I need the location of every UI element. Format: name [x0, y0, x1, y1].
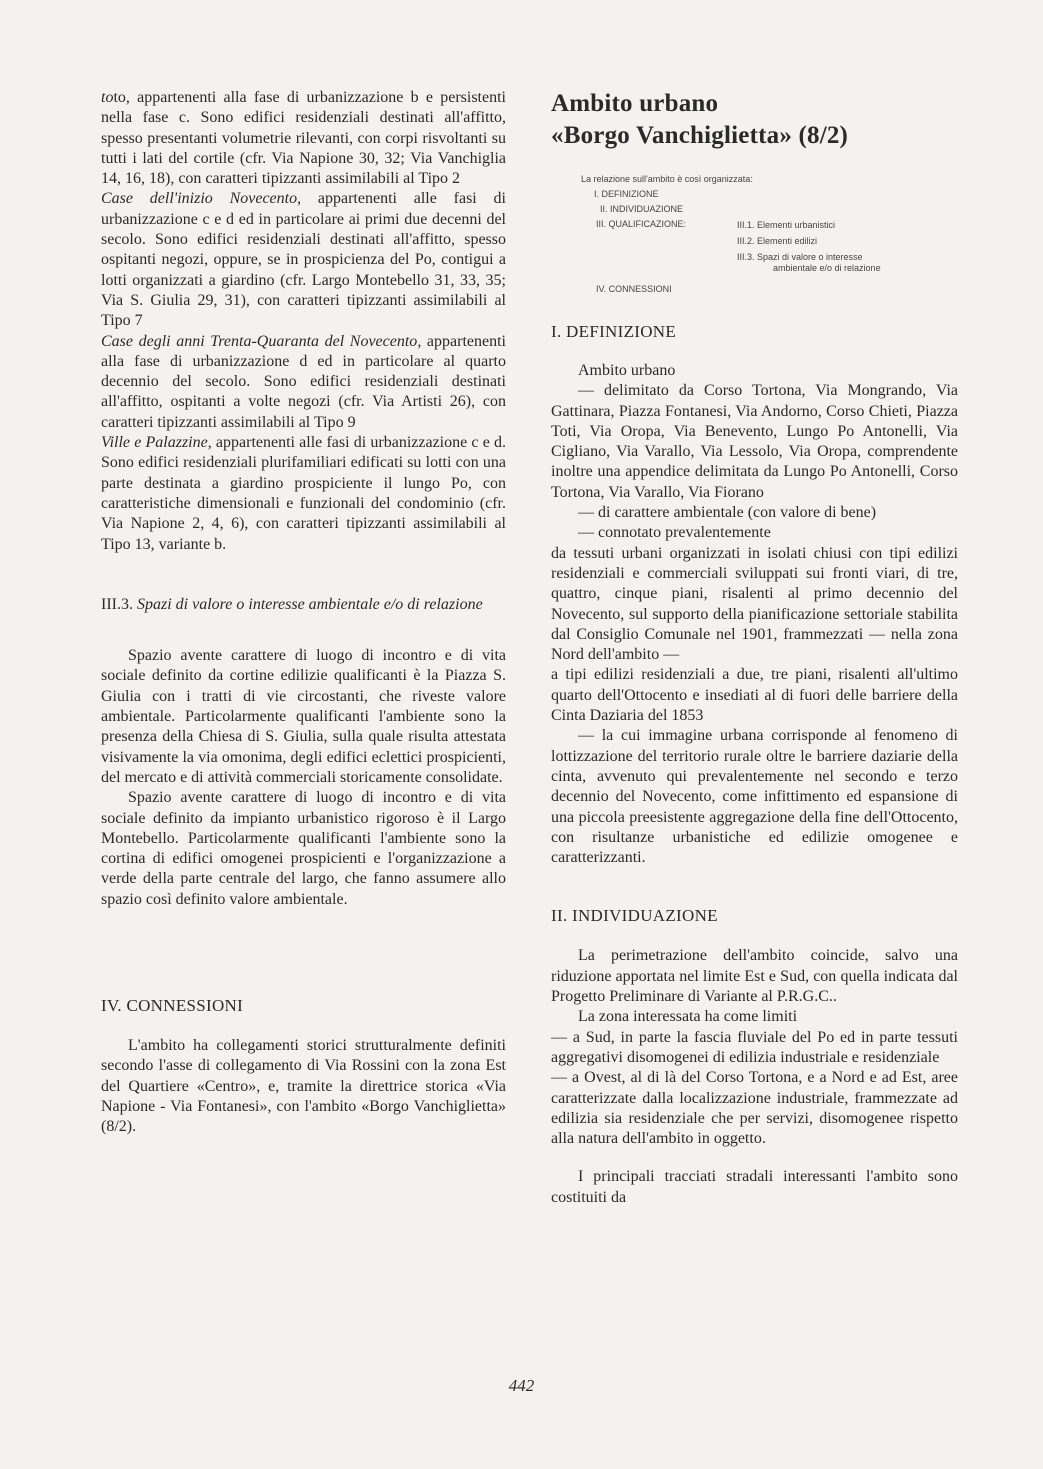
- paragraph-piazza-giulia: Spazio avente carattere di luogo di incontro e di vita sociale definito da cortine edilizie qualificanti è la Piazza S. Giulia con i tratti di vie circostanti, che riveste valore ambientale. Particolarmente qualificanti l'ambiente sono la presenza della Chiesa di S. Giulia, sulla quale risulta attestata visivamente la via omonima, degli edifici eclettici prospicienti, del mercato e di attività commerciali storicamente consolidate.: [101, 647, 506, 786]
- subsection-title: Spazi di valore o interesse ambientale e/o di relazione: [136, 595, 483, 613]
- paragraph-limite-sud: — a Sud, in parte la fascia fluviale del Po ed in parte tessuti aggregativi disomogenei di edilizia industriale e residenziale: [551, 1028, 958, 1066]
- toc-subitem-spazi-cont: ambientale e/o di relazione: [773, 263, 881, 273]
- definition-tipi-edilizi: a tipi edilizi residenziali a due, tre piani, risalenti all'ultimo quarto dell'Ottocento e insediati al di fuori delle barriere della Cinta Daziaria del 1853: [551, 666, 958, 725]
- paragraph-connessioni: L'ambito ha collegamenti storici strutturalmente definiti secondo l'asse di collegamento di Via Rossini con la zona Est del Quartiere «Centro», e, tramite la direttrice storica «Via Napione - Via Fontanesi», con l'ambito «Borgo Vanchiglietta» (8/2).: [101, 1036, 506, 1136]
- paragraph-tracciati: I principali tracciati stradali interessanti l'ambito sono costituiti da: [551, 1168, 958, 1206]
- definition-carattere: — di carattere ambientale (con valore di bene): [578, 504, 877, 522]
- paragraph-case-inizio-novecento: [101, 189, 506, 331]
- text: to, appartenenti alla fase di urbanizzazione b e persistenti nella fase c. Sono edifici residenziali destinati all'affitto, spesso presentanti volumetrie rilevanti, con corpi risvoltanti su tutti i lati del cortile (cfr. Via Napione 30, 32; Via Vanchiglia 14, 16, 18), con caratteri tipizzanti assimilabili al Tipo 2: [101, 89, 506, 188]
- paragraph-limiti: La zona interessata ha come limiti: [578, 1008, 798, 1026]
- toc-item-definizione: I. DEFINIZIONE: [594, 189, 659, 199]
- section-heading-connessioni: IV. CONNESSIONI: [101, 995, 244, 1015]
- paragraph-case-trenta-quaranta: [101, 332, 506, 433]
- right-column: [551, 88, 958, 1208]
- subsection-number: III.3.: [101, 595, 133, 613]
- paragraph-perimetrazione: La perimetrazione dell'ambito coincide, salvo una riduzione apportata nel limite Est e Sud, con quella indicata dal Progetto Preliminare di Variante al P.R.G.C..: [551, 947, 958, 1006]
- toc-item-individuazione: II. INDIVIDUAZIONE: [600, 204, 684, 214]
- left-column: [101, 88, 506, 1137]
- toc-subitem-spazi: III.3. Spazi di valore o interesse: [737, 252, 863, 262]
- section-heading-individuazione: II. INDIVIDUAZIONE: [551, 906, 718, 926]
- paragraph-ville-palazzine: [101, 433, 506, 555]
- paragraph-case-tipo2: toto, appartenenti alla fase di urbanizzazione b e persistenti nella fase c. Sono edifici residenziali destinati all'affitto, spesso presentanti volumetrie rilevanti, con corpi risvoltanti su tutti i lati del cortile (cfr. Via Napione 30, 32; Via Vanchiglia 14, 16, 18), con caratteri tipizzanti assimilabili al Tipo 2: [101, 89, 506, 188]
- subsection-heading: [101, 595, 506, 615]
- toc-subitem-urbanistici: III.1. Elementi urbanistici: [737, 220, 836, 230]
- page-number: 442: [508, 1376, 535, 1395]
- definition-lead: Ambito urbano: [578, 362, 676, 379]
- definition-connotato: — connotato prevalentemente: [578, 524, 771, 542]
- paragraph-largo-montebello: Spazio avente carattere di luogo di incontro e di vita sociale definito da impianto urbanistico rigoroso è il Largo Montebello. Particolarmente qualificanti l'ambiente sono la cortina di edifici omogenei prospicienti e l'organizzazione a verde della parte centrale del largo, che fanno assumere allo spazio così definito valore ambientale.: [101, 789, 506, 908]
- text: , appartenenti alle fasi di urbanizzazione c e d. Sono edifici residenziali plurifamiliari edificati su lotti con una parte destinata a giardino prospiciente il lungo Po, con caratteristiche dimensionali e funzionali del condominio (cfr. Via Napione 2, 4, 6), con caratteri tipizzanti assimilabili al Tipo 13, variante b.: [101, 434, 507, 553]
- page-title-line1: Ambito urbano: [551, 90, 719, 117]
- italic-title: Ville e Palazzine: [101, 434, 208, 452]
- definition-immagine: — la cui immagine urbana corrisponde al fenomeno di lottizzazione del territorio rurale oltre le barriere daziarie della cinta, avvenuto qui prevalentemente nel secondo e terzo decennio del Novecento, come infittimento ed espansione di una piccola preesistente aggregazione della fine dell'Ottocento, con risultanze urbanistiche ed edilizie omogenee e caratterizzanti.: [551, 727, 958, 867]
- toc-item-qualificazione: III. QUALIFICAZIONE:: [596, 219, 687, 229]
- definition-delimitato: — delimitato da Corso Tortona, Via Mongrando, Via Gattinara, Piazza Fontanesi, Via Andorno, Corso Chieti, Piazza Toti, Via Oropa, Via Benevento, Lungo Po Antonelli, Via Cigliano, Via Varallo, Via Lessolo, Via Oropa, comprendente inoltre una appendice delimitata da Lungo Po Antonelli, Corso Tortona, Via Varallo, Via Fiorano: [551, 382, 958, 501]
- toc-subitem-edilizi: III.2. Elementi edilizi: [737, 236, 818, 246]
- page-title-line2: «Borgo Vanchiglietta» (8/2): [551, 122, 849, 149]
- toc-intro: La relazione sull'ambito è così organizzata:: [581, 174, 753, 184]
- text: , appartenenti alla fase di urbanizzazione d ed in particolare al quarto decennio del secolo. Sono edifici residenziali destinati all'affitto, ospitanti a volte negozi (cfr. Via Artisti 26), con caratteri tipizzanti assimilabili al Tipo 9: [101, 332, 506, 431]
- section-heading-definizione: I. DEFINIZIONE: [551, 322, 677, 341]
- italic-title: Case dell'inizio Novecento: [101, 190, 298, 208]
- toc-item-connessioni: IV. CONNESSIONI: [596, 284, 672, 294]
- italic-title: Case degli anni Trenta-Quaranta del Novecento: [101, 332, 418, 350]
- text: , appartenenti alle fasi di urbanizzazione c e d ed in particolare ai primi due decenni del secolo. Sono edifici residenziali destinati all'affitto, spesso ospitanti negozi, oppure, se in prospicienza del Po, contigui a lotti organizzati a giardino (cfr. Largo Montebello 31, 33, 35; Via S. Giulia 29, 31), con caratteri tipizzanti assimilabili al Tipo 7: [101, 190, 506, 330]
- definition-tessuti: da tessuti urbani organizzati in isolati chiusi con tipi edilizi residenziali e commerciali sviluppati sui fronti viari, di tre, quattro, cinque piani, risalenti al primo decennio del Novecento, sul supporto della pianificazione settoriale stabilita dal Consiglio Comunale nel 1901, frammezzati — nella zona Nord dell'ambito —: [551, 544, 958, 664]
- paragraph-limite-ovest: — a Ovest, al di là del Corso Tortona, e a Nord e ad Est, aree caratterizzate dalla localizzazione industriale, frammezzate ad edilizia sia residenziale che per servizi, disomogenee rispetto alla natura dell'ambito in oggetto.: [551, 1069, 958, 1148]
- table-of-contents: [551, 174, 958, 304]
